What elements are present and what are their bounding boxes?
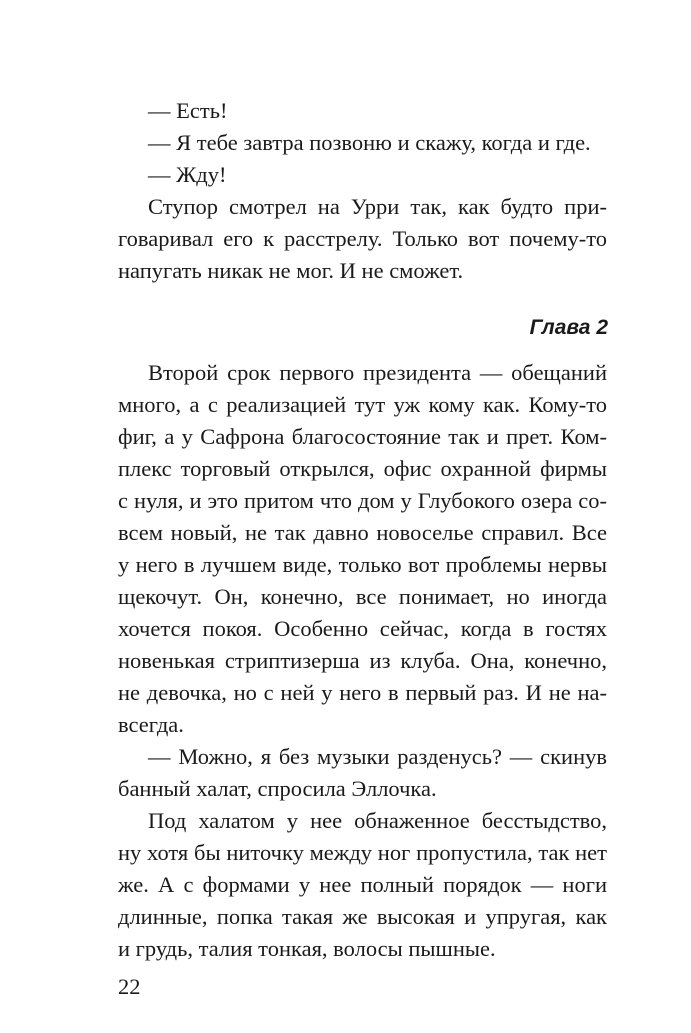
text-line: не девочка, но с ней у него в первый раз. И не на- bbox=[118, 680, 607, 705]
text-line: напугать никак не мог. И не сможет. bbox=[118, 258, 464, 283]
text-line: говаривал его к расстрелу. Только вот почему-то bbox=[118, 226, 607, 251]
text-line: Под халатом у нее обнаженное бесстыдство, bbox=[148, 808, 607, 833]
text-line: Второй срок первого президента — обещаний bbox=[148, 360, 607, 385]
text-line: же. А с формами у нее полный порядок — ноги bbox=[118, 872, 607, 897]
text-line: всегда. bbox=[118, 712, 184, 737]
text-line: щекочут. Он, конечно, все понимает, но иногда bbox=[118, 584, 607, 609]
text-line: всем новый, не так давно новоселье справил. Все bbox=[118, 520, 607, 545]
text-line: хочется покоя. Особенно сейчас, когда в гостях bbox=[118, 616, 607, 641]
dialogue-line: — Я тебе завтра позвоню и скажу, когда и где. bbox=[148, 130, 591, 155]
dialogue-line: — Жду! bbox=[148, 162, 227, 187]
text-line: плекс торговый открылся, офис охранной фирмы bbox=[118, 456, 607, 481]
chapter-heading: Глава 2 bbox=[529, 316, 608, 339]
text-line: ну хотя бы ниточку между ног пропустила, так нет bbox=[118, 840, 607, 865]
text-line: фиг, а у Сафрона благосостояние так и прет. Ком- bbox=[118, 424, 607, 449]
text-line: новенькая стриптизерша из клуба. Она, конечно, bbox=[118, 648, 607, 673]
text-line: у него в лучшем виде, только вот проблемы нервы bbox=[118, 552, 607, 577]
page-number: 22 bbox=[118, 974, 141, 999]
text-line: с нуля, и это притом что дом у Глубокого озера со- bbox=[118, 488, 607, 513]
text-line: много, а с реализацией тут уж кому как. Кому-то bbox=[118, 392, 607, 417]
dialogue-line: — Можно, я без музыки разденусь? — скинув bbox=[148, 744, 607, 769]
text-line: Ступор смотрел на Урри так, как будто при- bbox=[148, 194, 607, 219]
dialogue-line: — Есть! bbox=[148, 98, 228, 123]
text-line: длинные, попка такая же высокая и упругая, как bbox=[118, 904, 607, 929]
text-line: и грудь, талия тонкая, волосы пышные. bbox=[118, 936, 496, 961]
text-line: банный халат, спросила Эллочка. bbox=[118, 776, 437, 801]
